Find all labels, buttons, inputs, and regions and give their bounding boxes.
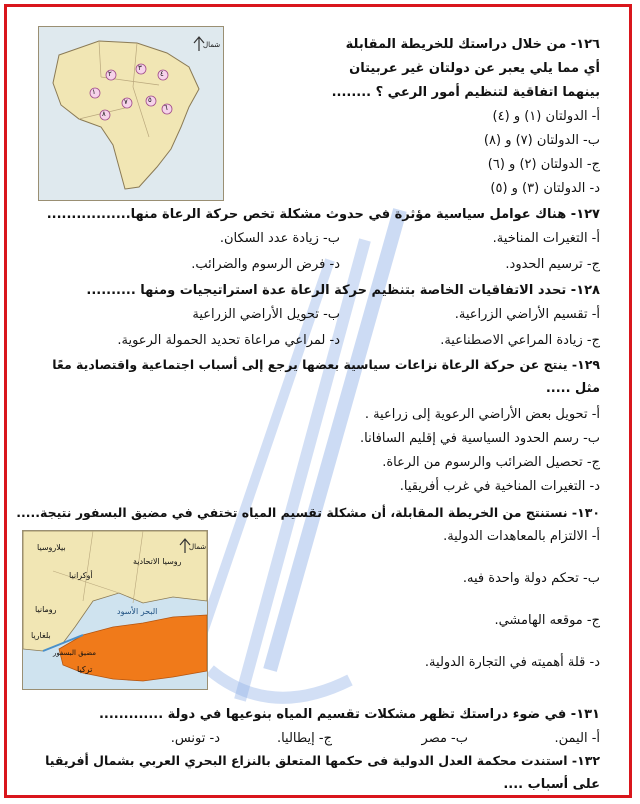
q126-line1: ١٢٦- من خلال دراستك للخريطة المقابلة xyxy=(345,37,600,52)
africa-marker-4: ٤ xyxy=(160,70,164,78)
q130-question: ١٣٠- نستنتج من الخريطة المقابلة، أن مشكلة تقسيم المياه تختفي في مضيق البسفور نتيجة..... xyxy=(16,505,600,520)
label-russia: روسيا الاتحادية xyxy=(133,557,182,566)
q131-option-a[interactable]: أ- اليمن. xyxy=(554,731,600,746)
label-bulgaria: بلغاريا xyxy=(31,631,51,640)
q130-option-b[interactable]: ب- تحكم دولة واحدة فيه. xyxy=(462,571,600,586)
q130-option-c[interactable]: ج- موقعه الهامشي. xyxy=(494,613,600,628)
q129-line1: ١٢٩- ينتج عن حركة الرعاة نزاعات سياسية بعضها يرجع إلى أسباب اجتماعية واقتصادية معًا xyxy=(52,357,600,372)
africa-marker-6: ٦ xyxy=(164,104,168,112)
africa-map xyxy=(38,26,224,201)
q132-line1: ١٣٢- استندت محكمة العدل الدولية فى حكمها المتعلق بالنزاع البحري العربي بشمال أفريقيا xyxy=(45,753,600,768)
label-romania: رومانيا xyxy=(35,605,57,614)
q126-option-c[interactable]: ج- الدولتان (٢) و (٦) xyxy=(487,157,600,172)
q127-question: ١٢٧- هناك عوامل سياسية مؤثرة في حدوث مشكلة تخص حركة الرعاة منها................. xyxy=(46,207,600,222)
africa-landmass xyxy=(53,41,199,189)
label-black-sea: البحر الأسود xyxy=(117,607,158,616)
q129-option-b[interactable]: ب- رسم الحدود السياسية في إقليم السافانا. xyxy=(359,431,600,446)
label-turkey: تركيا xyxy=(77,665,93,674)
q130-option-d[interactable]: د- قلة أهميته في التجارة الدولية. xyxy=(424,655,600,670)
q129-option-d[interactable]: د- التغيرات المناخية في غرب أفريقيا. xyxy=(399,479,600,494)
africa-marker-8: ٨ xyxy=(102,110,106,118)
q131-question: ١٣١- في ضوء دراستك تظهر مشكلات تقسيم المياه بنوعيها في دولة ............. xyxy=(98,707,600,722)
africa-marker-5: ٥ xyxy=(148,96,152,104)
q132-line2: على أسباب .... xyxy=(503,777,600,792)
q128-option-d[interactable]: د- لمراعي مراعاة تحديد الحمولة الرعوية. xyxy=(117,333,340,348)
q126-option-a[interactable]: أ- الدولتان (١) و (٤) xyxy=(492,109,600,124)
africa-north-label: شمال xyxy=(203,41,221,49)
q127-option-b[interactable]: ب- زيادة عدد السكان. xyxy=(219,231,340,246)
bosphorus-north-label: شمال xyxy=(189,543,207,551)
q126-line3: بينهما اتفاقية لتنظيم أمور الرعي ؟ ........ xyxy=(331,85,600,100)
q129-line2: مثل ..... xyxy=(545,381,600,396)
q126-line2: أي مما يلي يعبر عن دولتان غير عربيتان xyxy=(349,61,600,76)
africa-marker-7: ٧ xyxy=(124,98,128,106)
q131-option-d[interactable]: د- تونس. xyxy=(170,731,220,746)
africa-marker-3: ٣ xyxy=(138,64,142,72)
q127-option-c[interactable]: ج- ترسيم الحدود. xyxy=(505,257,600,272)
q126-option-b[interactable]: ب- الدولتان (٧) و (٨) xyxy=(483,133,600,148)
q129-option-c[interactable]: ج- تحصيل الضرائب والرسوم من الرعاة. xyxy=(382,455,600,470)
q127-option-d[interactable]: د- فرض الرسوم والضرائب. xyxy=(191,257,340,272)
q130-option-a[interactable]: أ- الالتزام بالمعاهدات الدولية. xyxy=(443,529,600,544)
q128-option-c[interactable]: ج- زيادة المراعي الاصطناعية. xyxy=(440,333,600,348)
q127-option-a[interactable]: أ- التغيرات المناخية. xyxy=(492,231,600,246)
africa-marker-1: ١ xyxy=(92,88,96,96)
label-belarus: بيلاروسيا xyxy=(37,543,66,552)
q128-question: ١٢٨- تحدد الاتفاقيات الخاصة بتنظيم حركة الرعاة عدة استراتيجيات ومنها .......... xyxy=(86,283,600,298)
africa-marker-2: ٢ xyxy=(108,70,112,78)
bosphorus-map xyxy=(22,530,208,690)
label-ukraine: أوكرانيا xyxy=(69,571,93,580)
label-bosphorus: مضيق البسفور xyxy=(53,649,96,657)
q129-option-a[interactable]: أ- تحويل بعض الأراضي الرعوية إلى زراعية . xyxy=(364,407,600,422)
q126-option-d[interactable]: د- الدولتان (٣) و (٥) xyxy=(490,181,600,196)
q131-option-c[interactable]: ج- إيطاليا. xyxy=(276,731,332,746)
q128-option-a[interactable]: أ- تقسيم الأراضي الزراعية. xyxy=(454,307,600,322)
q128-option-b[interactable]: ب- تحويل الأراضي الزراعية xyxy=(192,307,340,322)
q131-option-b[interactable]: ب- مصر xyxy=(421,731,468,746)
